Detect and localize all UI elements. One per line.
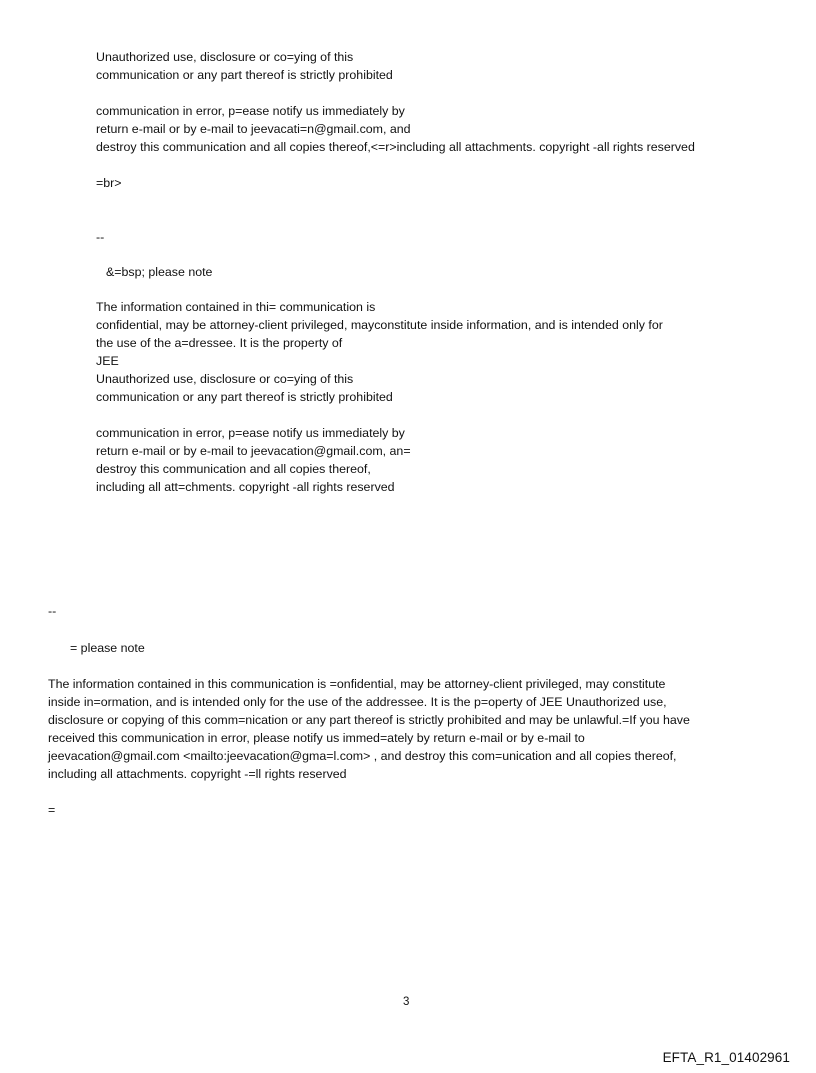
body-text-line: communication or any part thereof is strictly prohibited	[96, 68, 393, 82]
body-text-line: including all attachments. copyright -=ll rights reserved	[48, 767, 347, 781]
body-text-line: destroy this communication and all copies thereof,<=r>including all attachments. copyright -all rights reserved	[96, 140, 695, 154]
body-text-line: communication in error, p=ease notify us immediately by	[96, 104, 405, 118]
body-text-line: The information contained in thi= communication is	[96, 300, 376, 314]
note-heading: &=bsp; please note	[106, 265, 213, 279]
body-text-line: Unauthorized use, disclosure or co=ying of this	[96, 372, 354, 386]
document-id-footer: EFTA_R1_01402961	[662, 1050, 790, 1065]
note-heading: = please note	[70, 641, 145, 655]
body-text-line: destroy this communication and all copies thereof,	[96, 462, 371, 476]
body-text-line: inside in=ormation, and is intended only for the use of the addressee. It is the p=operty of JEE Unauthorized use,	[48, 695, 667, 709]
body-text-line: disclosure or copying of this comm=nication or any part thereof is strictly prohibited and may be unlawful.=If you have	[48, 713, 690, 727]
separator: --	[96, 230, 105, 244]
body-text-line: including all att=chments. copyright -all rights reserved	[96, 480, 395, 494]
body-text-line: =br>	[96, 176, 122, 190]
body-text-line: return e-mail or by e-mail to jeevacation@gmail.com, an=	[96, 444, 411, 458]
body-text-line: communication or any part thereof is strictly prohibited	[96, 390, 393, 404]
body-text-line: the use of the a=dressee. It is the property of	[96, 336, 343, 350]
body-text-line: The information contained in this communication is =onfidential, may be attorney-client privileged, may constitute	[48, 677, 666, 691]
body-text-line: JEE	[96, 354, 119, 368]
body-text-line: jeevacation@gmail.com <mailto:jeevacation@gma=l.com> , and destroy this com=unication and all copies thereof,	[48, 749, 677, 763]
body-text-line: communication in error, p=ease notify us immediately by	[96, 426, 405, 440]
separator: --	[48, 604, 57, 618]
page-number: 3	[403, 996, 410, 1008]
body-text-line: return e-mail or by e-mail to jeevacati=n@gmail.com, and	[96, 122, 411, 136]
body-text-line: confidential, may be attorney-client privileged, mayconstitute inside information, and is intended only for	[96, 318, 663, 332]
body-text-line: Unauthorized use, disclosure or co=ying of this	[96, 50, 354, 64]
body-text-line: received this communication in error, please notify us immed=ately by return e-mail or by e-mail to	[48, 731, 585, 745]
end-marker: =	[48, 803, 56, 817]
